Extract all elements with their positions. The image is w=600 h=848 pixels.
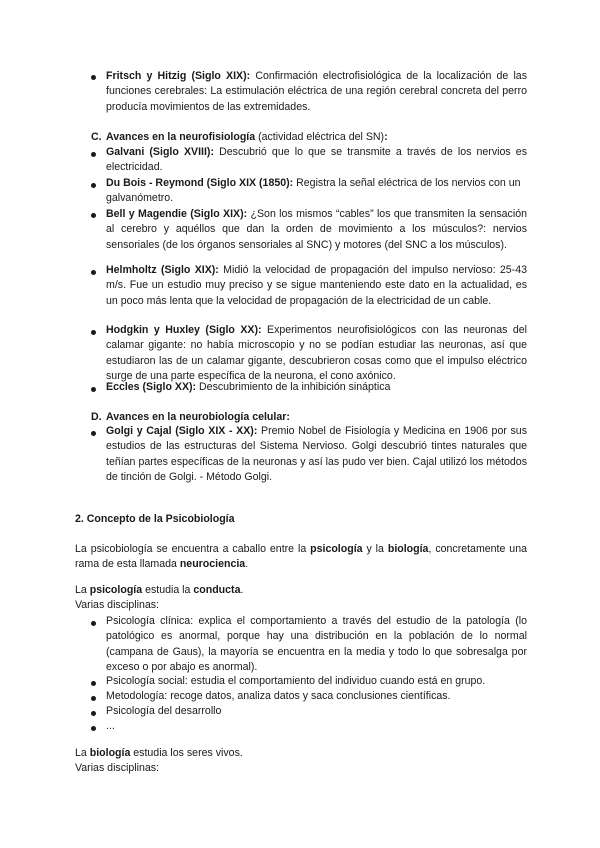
bullet-dot: [91, 696, 96, 701]
psicologia-subheading: Varias disciplinas:: [75, 599, 159, 611]
bullet-dot: [91, 75, 96, 80]
list-item: Psicología social: estudia el comportamiento del individuo cuando está en grupo.: [106, 675, 486, 687]
intro-paragraph: La psicobiología se encuentra a caballo entre la psicología y la biología, concretamente una rama de esta llamada neurociencia.: [75, 543, 527, 571]
bullet-dot: [91, 183, 96, 188]
list-item: Psicología del desarrollo: [106, 705, 222, 717]
bullet-dot: [91, 681, 96, 686]
bullet-dot: [91, 621, 96, 626]
list-item: Fritsch y Hitzig (Siglo XIX): Confirmación electrofisiológica de la localización de las funciones cerebrales: La estimulación eléctrica de una región cerebral concreta del perro producía movimientos de las extremidades.: [106, 70, 527, 113]
bullet-dot: [91, 726, 96, 731]
list-item: ...: [106, 720, 115, 732]
biologia-subheading: Varias disciplinas:: [75, 762, 159, 774]
list-item: Golgi y Cajal (Siglo XIX - XX): Premio Nobel de Fisiología y Medicina en 1906 por sus estudios de las estructuras del Sistema Nervioso. Golgi descubrió tintes naturales que teñían partes específicas de la neuronas y así las pudo ver bien. Cajal utilizó los métodos de tinción de Golgi. - Método Golgi.: [106, 425, 527, 484]
section-d-letter: D.: [91, 411, 102, 423]
section-c-title: Avances en la neurofisiología (actividad eléctrica del SN):: [106, 131, 388, 143]
bullet-dot: [91, 431, 96, 436]
list-item: Eccles (Siglo XX): Descubrimiento de la inhibición sináptica: [106, 381, 391, 393]
list-item: Metodología: recoge datos, analiza datos y saca conclusiones científicas.: [106, 690, 451, 702]
psicologia-paragraph: La psicología estudia la conducta.: [75, 584, 244, 596]
bullet-dot: [91, 152, 96, 157]
bullet-dot: [91, 711, 96, 716]
section-c-letter: C.: [91, 131, 102, 143]
biologia-paragraph: La biología estudia los seres vivos.: [75, 747, 243, 759]
list-item: Du Bois - Reymond (Siglo XIX (1850): Registra la señal eléctrica de los nervios con un galvanómetro.: [106, 177, 521, 205]
list-item: Psicología clínica: explica el comportamiento a través del estudio de la patología (lo patológico es anormal, porque hay una distribución en la población de lo normal (campana de Gaus), la mayoría se encuentra en la media y todo lo que sobresalga por exceso o por abajo es anormal).: [106, 615, 527, 674]
list-item: Galvani (Siglo XVIII): Descubrió que lo que se transmite a través de los nervios es electricidad.: [106, 146, 527, 174]
bullet-dot: [91, 387, 96, 392]
bullet-dot: [91, 330, 96, 335]
list-item: Bell y Magendie (Siglo XIX): ¿Son los mismos “cables” los que transmiten la sensación al cerebro y aquéllos que dan la orden de movimiento a los músculos?: nervios sensoriales (de los órganos sensoriales al SNC) y motores (del SNC a los músculos).: [106, 208, 527, 251]
list-item: Hodgkin y Huxley (Siglo XX): Experimentos neurofisiológicos con las neuronas del calamar gigante: no había microscopio y no se podían estudiar las neuronas, así que estudiaron las de un calamar gigante, descubrieron cosas como que el impulso eléctrico surge de una parte específica de la neurona, el cono axónico.: [106, 324, 528, 383]
section-d-title: Avances en la neurobiología celular:: [106, 411, 290, 423]
bullet-dot: [91, 213, 96, 218]
section-2-heading: 2. Concepto de la Psicobiología: [75, 513, 235, 525]
list-item: Helmholtz (Siglo XIX): Midió la velocidad de propagación del impulso nervioso: 25-43 m/s. Fue un estudio muy preciso y se sigue manteniendo este dato en la actualidad, es un poco más lenta que la velocidad de propagación de la electricidad de un cable.: [106, 264, 527, 307]
bullet-dot: [91, 270, 96, 275]
